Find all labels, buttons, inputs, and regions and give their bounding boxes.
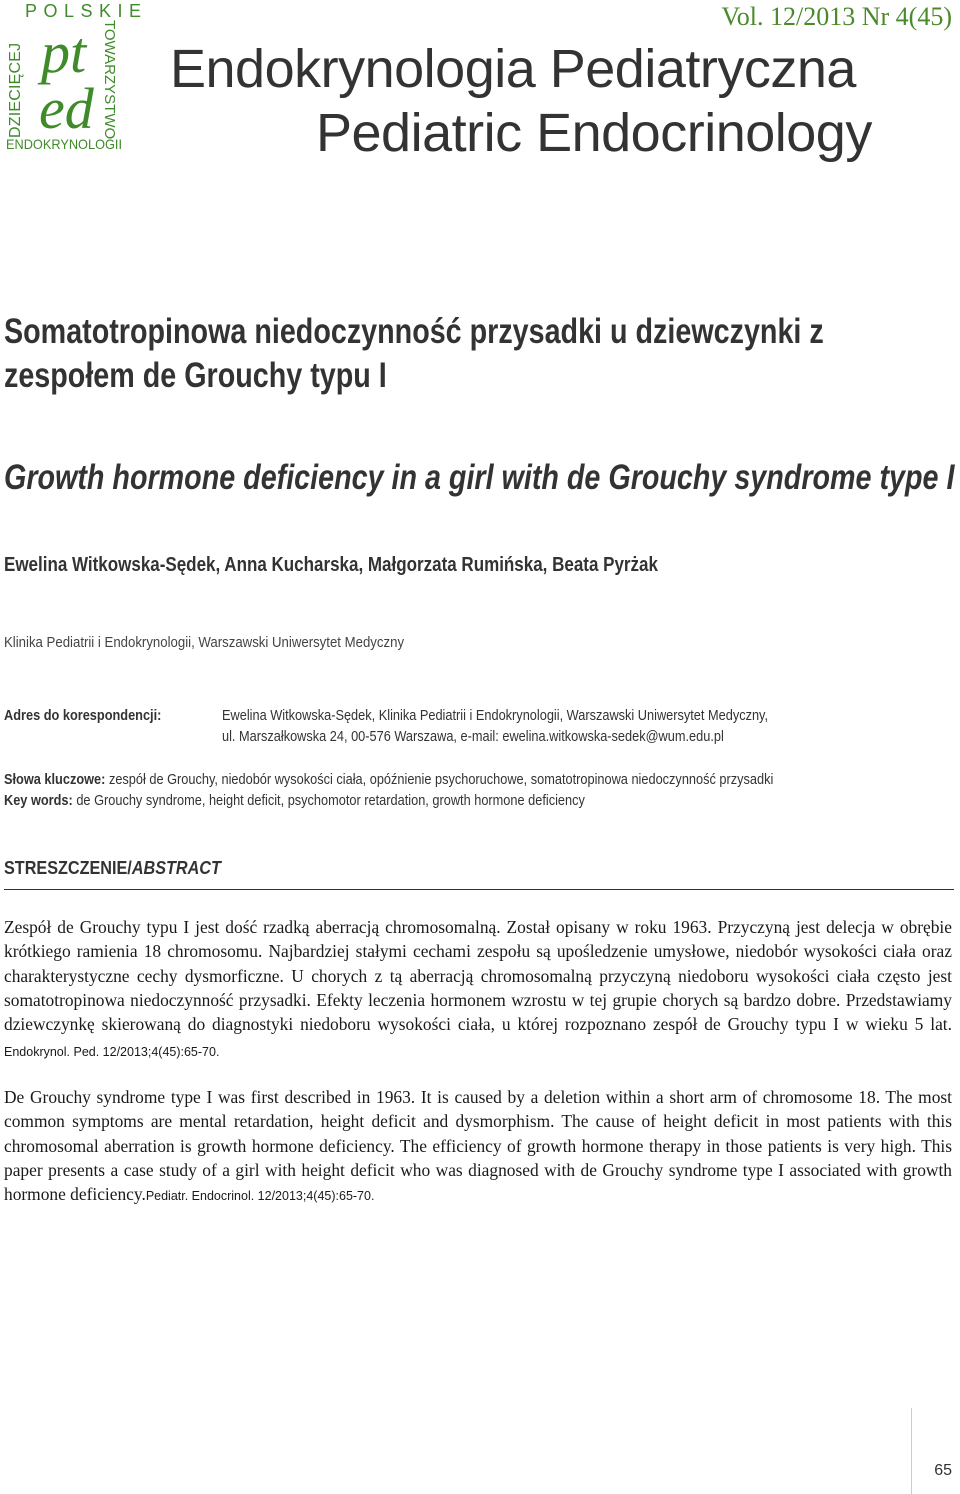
abstract-pl-text: Zespół de Grouchy typu I jest dość rzadką aberracją chromosomalną. Został opisany w roku 1963. Przyczyną jest delecja w obrębie krótkiego ramienia 18 chromosomu. Najbardziej stałymi cechami zespołu są upośledzenie umysłowe, niedobór wysokości ciała oraz charakterystyczne cechy dysmorficzne. U chorych z tą aberracją chromosomalną przyczyną niedoboru wysokości ciała często jest somatotropinowa niedoczynność przysadki. Efekty leczenia hormonem wzrostu w tej grupie chorych są bardzo dobre. Przedstawiamy dziewczynkę skierowaną do diagnostyki niedoboru wysokości ciała, u której rozpoznano zespół de Grouchy typu I w wieku 5 lat. xyxy=(4,917,952,1035)
abstract-heading-pl: STRESZCZENIE/ xyxy=(4,858,132,878)
keywords-en-text: de Grouchy syndrome, height deficit, psychomotor retardation, growth hormone deficiency xyxy=(76,793,585,809)
article-title-pl: Somatotropinowa niedoczynność przysadki u dziewczynki z zespołem de Grouchy typu I xyxy=(4,312,824,395)
keywords-pl-text: zespół de Grouchy, niedobór wysokości ciała, opóźnienie psychoruchowe, somatotropinowa niedoczynność przysadki xyxy=(108,772,774,788)
logo-monogram-top: pt xyxy=(41,20,87,85)
keywords-en-label: Key words: xyxy=(4,793,73,809)
abstract-pl xyxy=(4,915,952,1065)
page-number: 65 xyxy=(934,1462,952,1479)
article-title-en: Growth hormone deficiency in a girl with de Grouchy syndrome type I xyxy=(4,458,955,497)
correspondence-line-2: ul. Marszałkowska 24, 00-576 Warszawa, e-mail: ewelina.witkowska-sedek@wum.edu.pl xyxy=(222,729,724,745)
affiliation: Klinika Pediatrii i Endokrynologii, Warszawski Uniwersytet Medyczny xyxy=(4,634,405,651)
abstract-en-citation: Pediatr. Endocrinol. 12/2013;4(45):65-70. xyxy=(145,1189,375,1204)
abstract-heading xyxy=(4,858,221,879)
abstract-heading-en: ABSTRACT xyxy=(131,858,221,878)
logo-text-top: POLSKIE xyxy=(25,1,148,21)
logo-monogram-bottom: ed xyxy=(39,76,94,141)
logo-text-bottom: ENDOKRYNOLOGII xyxy=(6,136,122,152)
journal-title-en: Pediatric Endocrinology xyxy=(316,103,872,163)
logo-text-right: TOWARZYSTWO xyxy=(101,20,118,140)
society-logo xyxy=(3,0,148,152)
correspondence-label: Adres do korespondencji: xyxy=(4,708,162,724)
page-number-rule xyxy=(911,1408,960,1494)
abstract-divider xyxy=(4,889,954,890)
abstract-pl-citation: Endokrynol. Ped. 12/2013;4(45):65-70. xyxy=(4,1045,220,1060)
authors: Ewelina Witkowska-Sędek, Anna Kucharska, Małgorzata Rumińska, Beata Pyrżak xyxy=(4,554,658,576)
correspondence-line-1: Ewelina Witkowska-Sędek, Klinika Pediatrii i Endokrynologii, Warszawski Uniwersytet Medyczny, xyxy=(222,708,769,724)
abstract-en xyxy=(4,1085,952,1208)
abstract-en-text: De Grouchy syndrome type I was first described in 1963. It is caused by a deletion within a short arm of chromosome 18. The most common symptoms are mental retardation, height deficit and dysmorphism. The cause of height deficit in most patients with this chromosomal aberration is growth hormone deficiency. The efficiency of growth hormone therapy in those patients is very high. This paper presents a case study of a girl with height deficit who was diagnosed with de Grouchy syndrome type I associated with growth hormone deficiency. xyxy=(4,1087,952,1205)
logo-text-left: DZIECIĘCEJ xyxy=(7,42,24,138)
journal-title-pl: Endokrynologia Pediatryczna xyxy=(170,39,856,99)
volume-issue: Vol. 12/2013 Nr 4(45) xyxy=(721,2,952,31)
keywords-pl-label: Słowa kluczowe: xyxy=(4,772,106,788)
keywords-en xyxy=(4,793,585,809)
keywords-pl xyxy=(4,772,773,788)
